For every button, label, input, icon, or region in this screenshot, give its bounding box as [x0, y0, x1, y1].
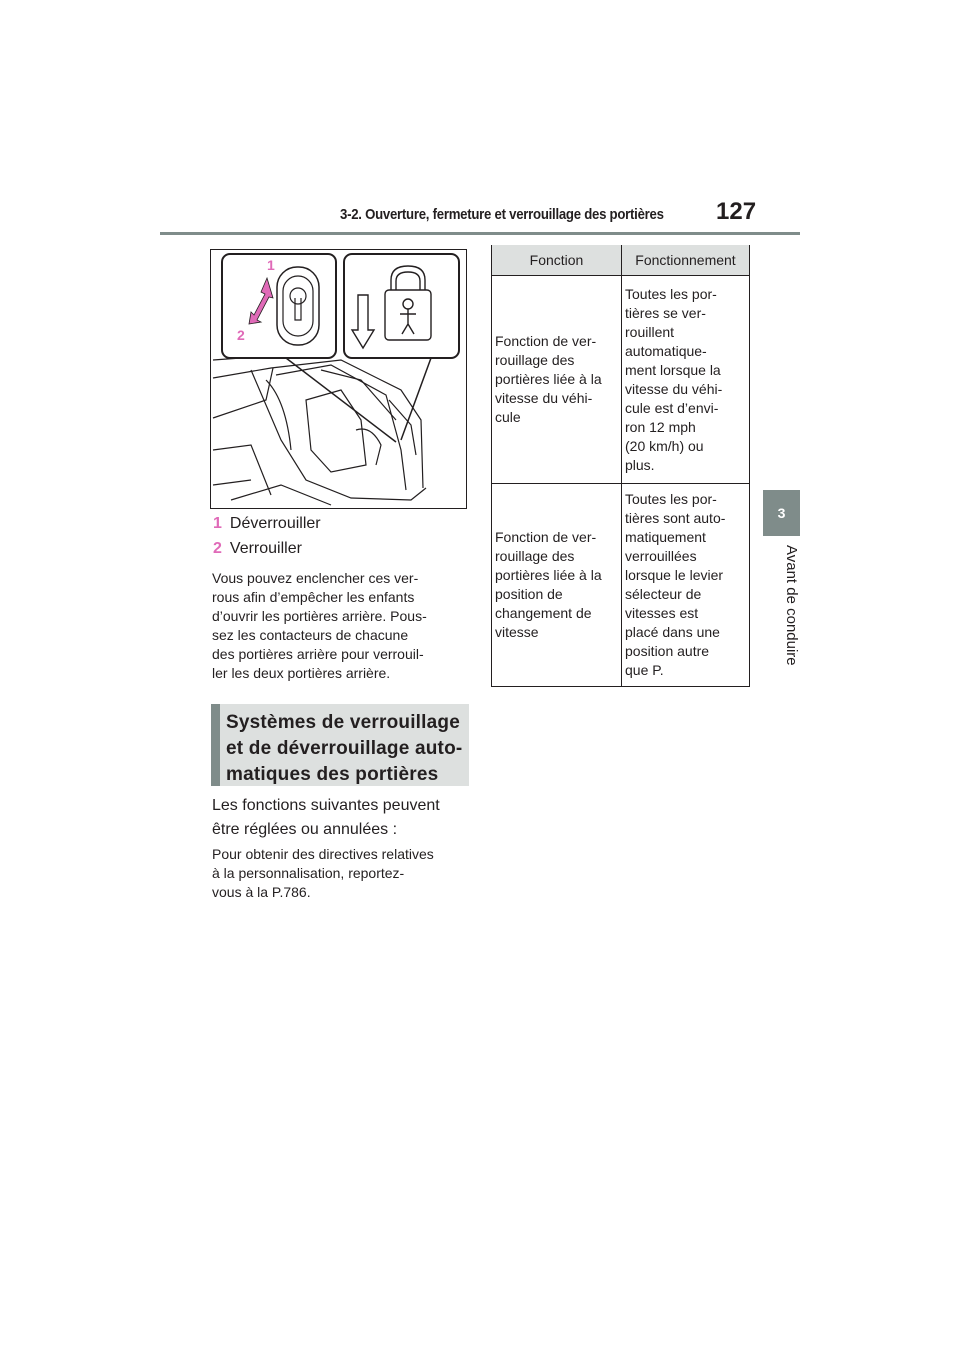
text-line: rous afin d’empêcher les enfants: [212, 589, 415, 605]
operation-cell: [622, 484, 750, 687]
cell-line: position de: [495, 586, 563, 602]
text-line: ler les deux portières arrière.: [212, 665, 391, 681]
cell-line: cule: [495, 409, 521, 425]
function-table: [491, 245, 750, 687]
function-cell: [492, 484, 622, 687]
cell-line: position autre: [625, 643, 710, 659]
header-divider: [160, 232, 800, 235]
cell-line: lorsque le levier: [625, 567, 724, 583]
page-number: 127: [716, 198, 757, 225]
text-line: à la personnalisation, reportez-: [212, 865, 405, 881]
chapter-tab: [763, 490, 800, 536]
cell-line: Fonction de ver-: [495, 529, 597, 545]
child-lock-description: [212, 569, 472, 683]
function-cell: [492, 276, 622, 484]
cell-line: cule est d’envi-: [625, 399, 719, 416]
text-line: d’ouvrir les portières arrière. Pous-: [212, 608, 427, 624]
section-title: 3-2. Ouverture, fermeture et verrouillage des portières: [340, 206, 664, 223]
text-line: Pour obtenir des directives relatives: [212, 846, 434, 862]
cell-line: que P.: [625, 662, 664, 678]
text-line: des portières arrière pour verrouil-: [212, 646, 424, 662]
text-line: être réglées ou annulées :: [212, 821, 398, 838]
cell-line: vitesses est: [625, 605, 699, 621]
cell-line: vitesse du véhi-: [495, 390, 593, 406]
child-lock-illustration: [210, 249, 467, 509]
operation-cell: [622, 276, 750, 484]
cell-line: verrouillées: [625, 548, 697, 564]
table-row: [492, 276, 750, 484]
customization-note: [212, 845, 472, 902]
cell-line: changement de: [495, 605, 592, 621]
legend-number: 1: [213, 515, 222, 532]
cell-line: (20 km/h) ou: [625, 437, 704, 454]
cell-line: placé dans une: [625, 624, 720, 640]
legend-label: Déverrouiller: [229, 515, 321, 532]
table-row: [492, 484, 750, 687]
cell-line: portières liée à la: [495, 567, 602, 583]
cell-line: plus.: [625, 456, 655, 473]
callout-number-2: 2: [237, 327, 245, 343]
cell-line: rouillage des: [495, 352, 575, 368]
heading-line: et de déverrouillage auto-: [226, 738, 463, 759]
callout-number-1: 1: [267, 257, 275, 273]
column-header-function: Fonction: [492, 245, 622, 276]
cell-line: sélecteur de: [625, 586, 702, 602]
section-intro: [212, 794, 472, 842]
cell-line: ron 12 mph: [625, 418, 696, 435]
cell-line: tières sont auto-: [625, 510, 726, 526]
heading-line: Systèmes de verrouillage: [226, 712, 460, 733]
cell-line: vitesse: [495, 624, 539, 640]
cell-line: rouillent: [625, 323, 675, 340]
text-line: Vous pouvez enclencher ces ver-: [212, 570, 419, 586]
table-header-row: [492, 245, 750, 276]
legend-item-unlock: [213, 515, 321, 533]
cell-line: Toutes les por-: [625, 285, 717, 302]
legend-number: 2: [213, 540, 222, 557]
text-line: sez les contacteurs de chacune: [212, 627, 409, 643]
text-line: Les fonctions suivantes peuvent: [212, 797, 440, 814]
cell-line: matiquement: [625, 529, 706, 545]
section-heading: [211, 704, 469, 786]
column-header-operation: Fonctionnement: [622, 245, 750, 276]
cell-line: automatique-: [625, 342, 707, 359]
cell-line: tières se ver-: [625, 304, 706, 321]
chapter-number: 3: [777, 505, 786, 521]
door-interior-drawing: [211, 250, 466, 508]
cell-line: ment lorsque la: [625, 361, 721, 378]
legend-label: Verrouiller: [229, 540, 302, 557]
text-line: vous à la P.786.: [212, 884, 311, 900]
heading-line: matiques des portières: [226, 764, 439, 785]
cell-line: vitesse du véhi-: [625, 380, 723, 397]
cell-line: rouillage des: [495, 548, 575, 564]
cell-line: Fonction de ver-: [495, 333, 597, 349]
chapter-label: Avant de conduire: [783, 545, 800, 666]
legend-item-lock: [213, 540, 302, 558]
cell-line: Toutes les por-: [625, 491, 717, 507]
cell-line: portières liée à la: [495, 371, 602, 387]
